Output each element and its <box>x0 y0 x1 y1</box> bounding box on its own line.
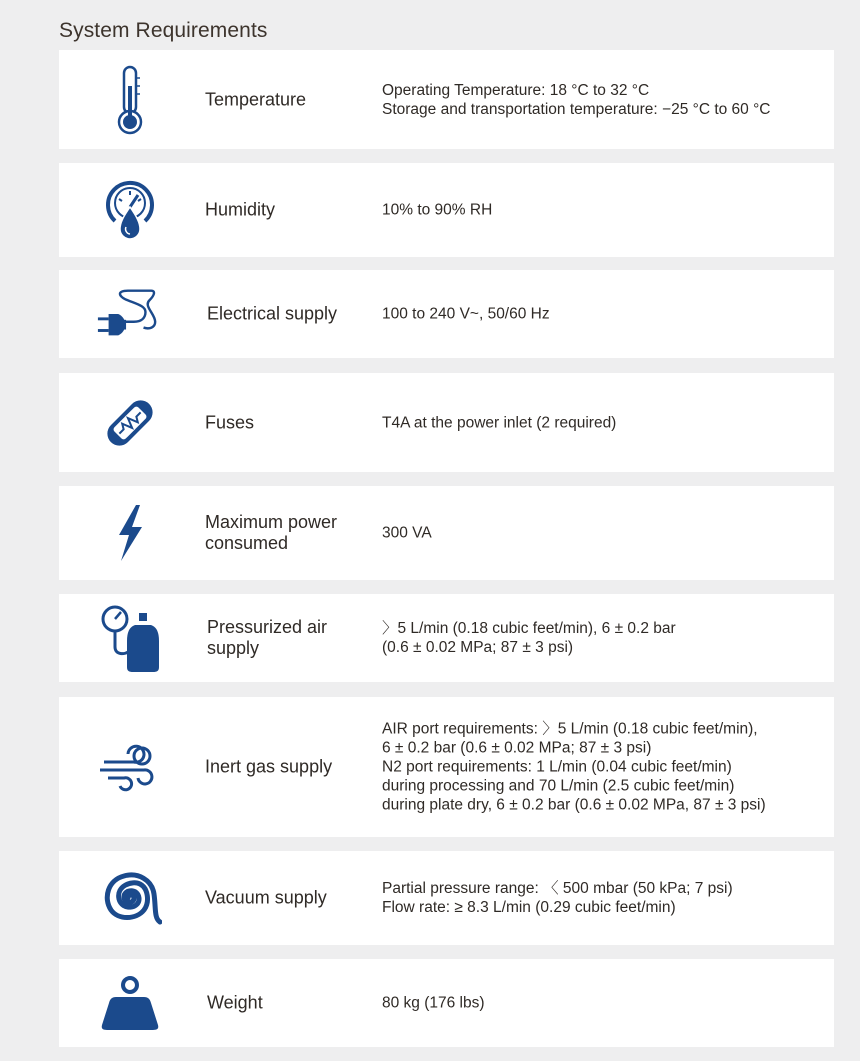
requirement-value: AIR port requirements: 〉5 L/min (0.18 cubic feet/min), 6 ± 0.2 bar (0.6 ± 0.02 MPa; 87 ± 3 psi) N2 port requirements: 1 L/min (0.04 cubic feet/min) during processing and 70 L/min (2.5 cubic feet/min) during plate dry, 6 ± 0.2 bar (0.6 ± 0.02 MPa, 87 ± 3 psi) <box>382 720 766 814</box>
requirement-label: Electrical supply <box>207 303 338 324</box>
requirement-label: Temperature <box>205 89 307 109</box>
requirement-row-vacuum <box>59 851 834 945</box>
requirement-row-humidity <box>59 163 834 257</box>
air-tank-gauge-icon <box>97 603 163 673</box>
requirement-label: Maximum power consumed <box>205 512 338 553</box>
requirement-label: Weight <box>207 992 263 1013</box>
requirement-value: T4A at the power inlet (2 required) <box>382 414 617 431</box>
fuse-icon <box>97 388 163 458</box>
page-title: System Requirements <box>59 19 268 42</box>
requirement-value: Partial pressure range: 〈 500 mbar (50 kPa; 7 psi) Flow rate: ≥ 8.3 L/min (0.29 cubic feet/min) <box>382 880 733 916</box>
requirement-value: 80 kg (176 lbs) <box>382 994 485 1012</box>
thermometer-icon <box>97 65 163 135</box>
requirement-value: 10% to 90% RH <box>382 201 493 219</box>
requirement-row-pressurized-air <box>59 594 834 682</box>
requirement-label: Fuses <box>205 412 255 432</box>
requirement-row-electrical-supply <box>59 270 834 358</box>
requirement-row-temperature <box>59 50 834 149</box>
power-plug-icon <box>95 279 161 349</box>
requirement-row-inert-gas <box>59 697 834 837</box>
requirement-value: Operating Temperature: 18 °C to 32 °C Storage and transportation temperature: −25 °C to 60 °C <box>382 81 771 118</box>
requirement-row-maximum-power <box>59 486 834 580</box>
requirement-label: Inert gas supply <box>205 756 333 777</box>
requirement-value: 100 to 240 V~, 50/60 Hz <box>382 305 550 323</box>
weight-icon <box>97 968 163 1038</box>
requirement-label: Humidity <box>205 199 276 220</box>
humidity-gauge-icon <box>97 175 163 245</box>
lightning-icon <box>97 498 163 568</box>
requirement-row-fuses <box>59 373 834 472</box>
requirement-label: Pressurized air supply <box>207 617 328 658</box>
requirement-value: 300 VA <box>382 524 432 542</box>
requirement-row-weight <box>59 959 834 1047</box>
requirement-value: 〉5 L/min (0.18 cubic feet/min), 6 ± 0.2 bar (0.6 ± 0.02 MPa; 87 ± 3 psi) <box>382 620 676 656</box>
wind-icon <box>97 732 163 802</box>
requirement-label: Vacuum supply <box>205 887 327 908</box>
vacuum-spiral-icon <box>97 863 163 933</box>
